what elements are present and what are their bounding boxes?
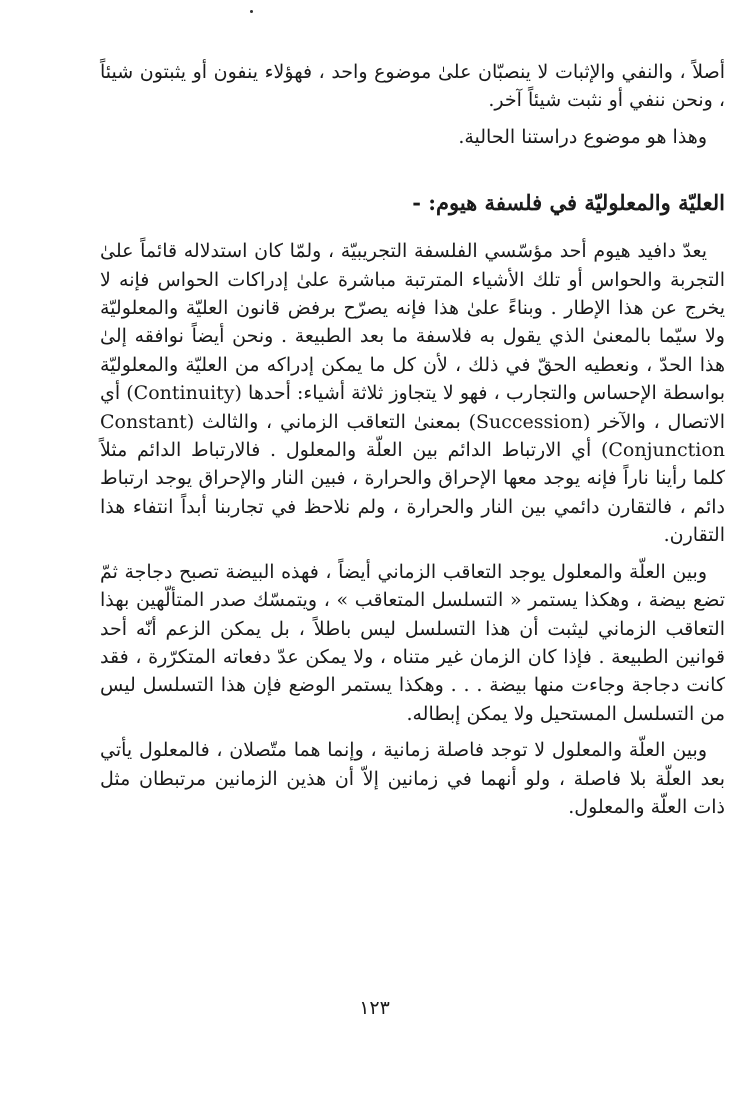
paragraph-hume-intro: يعدّ دافيد هيوم أحد مؤسّسي الفلسفة التجريبيّة ، ولمّا كان استدلاله قائماً علىٰ التجربة والحواس أو تلك الأشياء المترتبة مباشرة علىٰ إدراكات الحواس فإنه لا يخرج عن هذا الإطار . وبناءً علىٰ هذا فإنه يصرّح برفض قانون العليّة والمعلوليّة ولا سيّما بالمعنىٰ الذي يقول به فلاسفة ما بعد الطبيعة . ونحن أيضاً نوافقه إلىٰ هذا الحدّ ، ونعطيه الحقّ في ذلك ، لأن كل ما يمكن إدراكه من العليّة والمعلوليّة بواسطة الإحساس والتجارب ، فهو لا يتجاوز ثلاثة أشياء: أحدها (Continuity) أي الاتصال ، والآخر (Succession) بمعنىٰ التعاقب الزماني ، والثالث (Constant Conjunction) أي الارتباط الدائم بين العلّة والمعلول . فالارتباط الدائم مثلاً كلما رأينا ناراً فإنه يوجد معها الإحراق والحرارة ، فبين النار والإحراق يوجد ارتباط دائم ، فالتقارن دائمي بين النار والحرارة ، ولم نلاحظ في تجاربنا أبداً انتفاء هذا التقارن.: [100, 240, 725, 547]
page-body: [100, 58, 725, 821]
paragraph-succession: وبين العلّة والمعلول يوجد التعاقب الزماني أيضاً ، فهذه البيضة تصبح دجاجة ثمّ تضع بيضة ، وهكذا يستمر « التسلسل المتعاقب » ، ويتمسّك صدر المتألّهين بهذا التعاقب الزماني ليثبت أن هذا التسلسل ليس باطلاً ، بل يمكن الزعم أنّه أحد قوانين الطبيعة . فإذا كان الزمان غير متناه ، ولا يمكن عدّ دفعاته المتكرّرة ، فقد كانت دجاجة وجاءت منها بيضة . . . وهكذا يستمر الوضع فإن هذا التسلسل ليس من التسلسل المستحيل ولا يمكن إبطاله.: [100, 560, 725, 725]
scan-speck: [250, 10, 253, 13]
section-heading: العليّة والمعلوليّة في فلسفة هيوم: -: [412, 190, 725, 216]
paragraph-continuation: أصلاً ، والنفي والإثبات لا ينصبّان علىٰ موضوع واحد ، فهؤلاء ينفون أو يثبتون شيئاً ، ونحن ننفي أو نثبت شيئاً آخر.: [100, 61, 725, 112]
paragraph-topic: وهذا هو موضوع دراستنا الحالية.: [458, 125, 707, 148]
paragraph-contiguity: وبين العلّة والمعلول لا توجد فاصلة زمانية ، وإنما هما متّصلان ، فالمعلول يأتي بعد العلّة بلا فاصلة ، ولو أنهما في زمانين إلاّ أن هذين الزمانين مرتبطان مثل ذات العلّة والمعلول.: [100, 739, 725, 818]
page-number: ١٢٣: [359, 997, 390, 1019]
